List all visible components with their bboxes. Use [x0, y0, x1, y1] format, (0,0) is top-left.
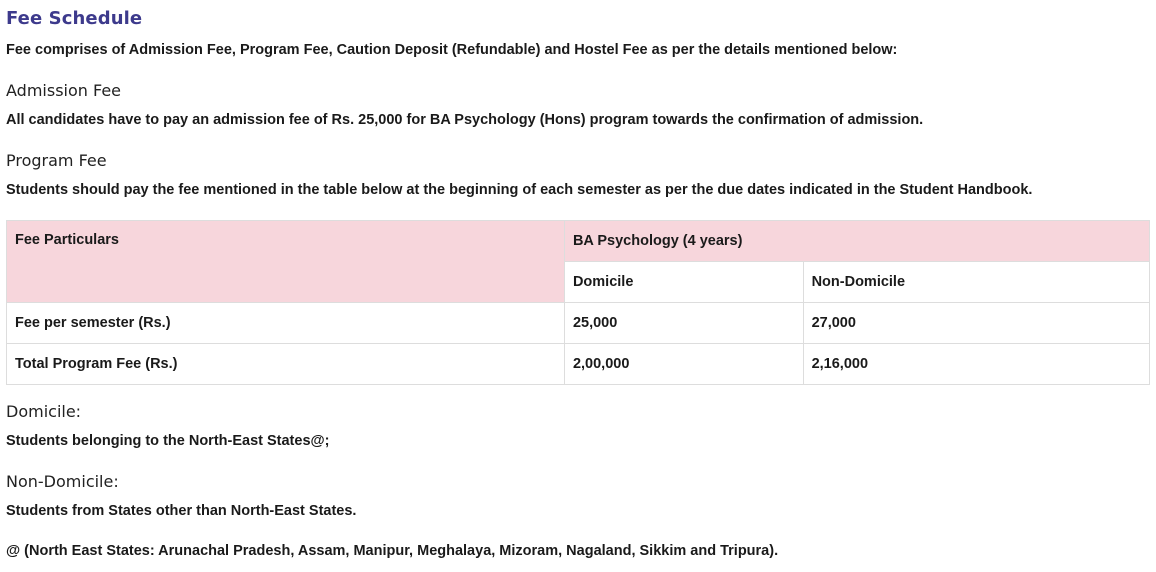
header-fee-particulars: Fee Particulars — [7, 221, 565, 303]
program-fee-text: Students should pay the fee mentioned in the table below at the beginning of each semester as per the due dates indicated in the Student Handbook. — [6, 182, 1033, 198]
page-title: Fee Schedule — [6, 8, 143, 29]
row-domicile-value: 2,00,000 — [564, 344, 803, 385]
table-row — [7, 344, 1150, 385]
footnote-text: @ (North East States: Arunachal Pradesh, Assam, Manipur, Meghalaya, Mizoram, Nagaland, Sikkim and Tripura). — [6, 543, 779, 559]
admission-fee-heading: Admission Fee — [6, 81, 121, 100]
table-row — [7, 303, 1150, 344]
row-non-domicile-value: 27,000 — [803, 303, 1149, 344]
row-non-domicile-value: 2,16,000 — [803, 344, 1149, 385]
row-domicile-value: 25,000 — [564, 303, 803, 344]
row-label: Fee per semester (Rs.) — [7, 303, 565, 344]
admission-fee-text: All candidates have to pay an admission fee of Rs. 25,000 for BA Psychology (Hons) program towards the confirmation of admission. — [6, 112, 924, 128]
domicile-text: Students belonging to the North-East States@; — [6, 433, 330, 449]
header-program: BA Psychology (4 years) — [564, 221, 1149, 262]
fee-table — [6, 220, 1150, 385]
non-domicile-text: Students from States other than North-East States. — [6, 503, 357, 519]
header-non-domicile: Non-Domicile — [803, 262, 1149, 303]
row-label: Total Program Fee (Rs.) — [7, 344, 565, 385]
non-domicile-heading: Non-Domicile: — [6, 472, 119, 491]
table-header-row — [7, 221, 1150, 262]
header-domicile: Domicile — [564, 262, 803, 303]
program-fee-heading: Program Fee — [6, 151, 107, 170]
intro-text: Fee comprises of Admission Fee, Program Fee, Caution Deposit (Refundable) and Hostel Fee as per the details mentioned below: — [6, 42, 898, 58]
domicile-heading: Domicile: — [6, 402, 82, 421]
